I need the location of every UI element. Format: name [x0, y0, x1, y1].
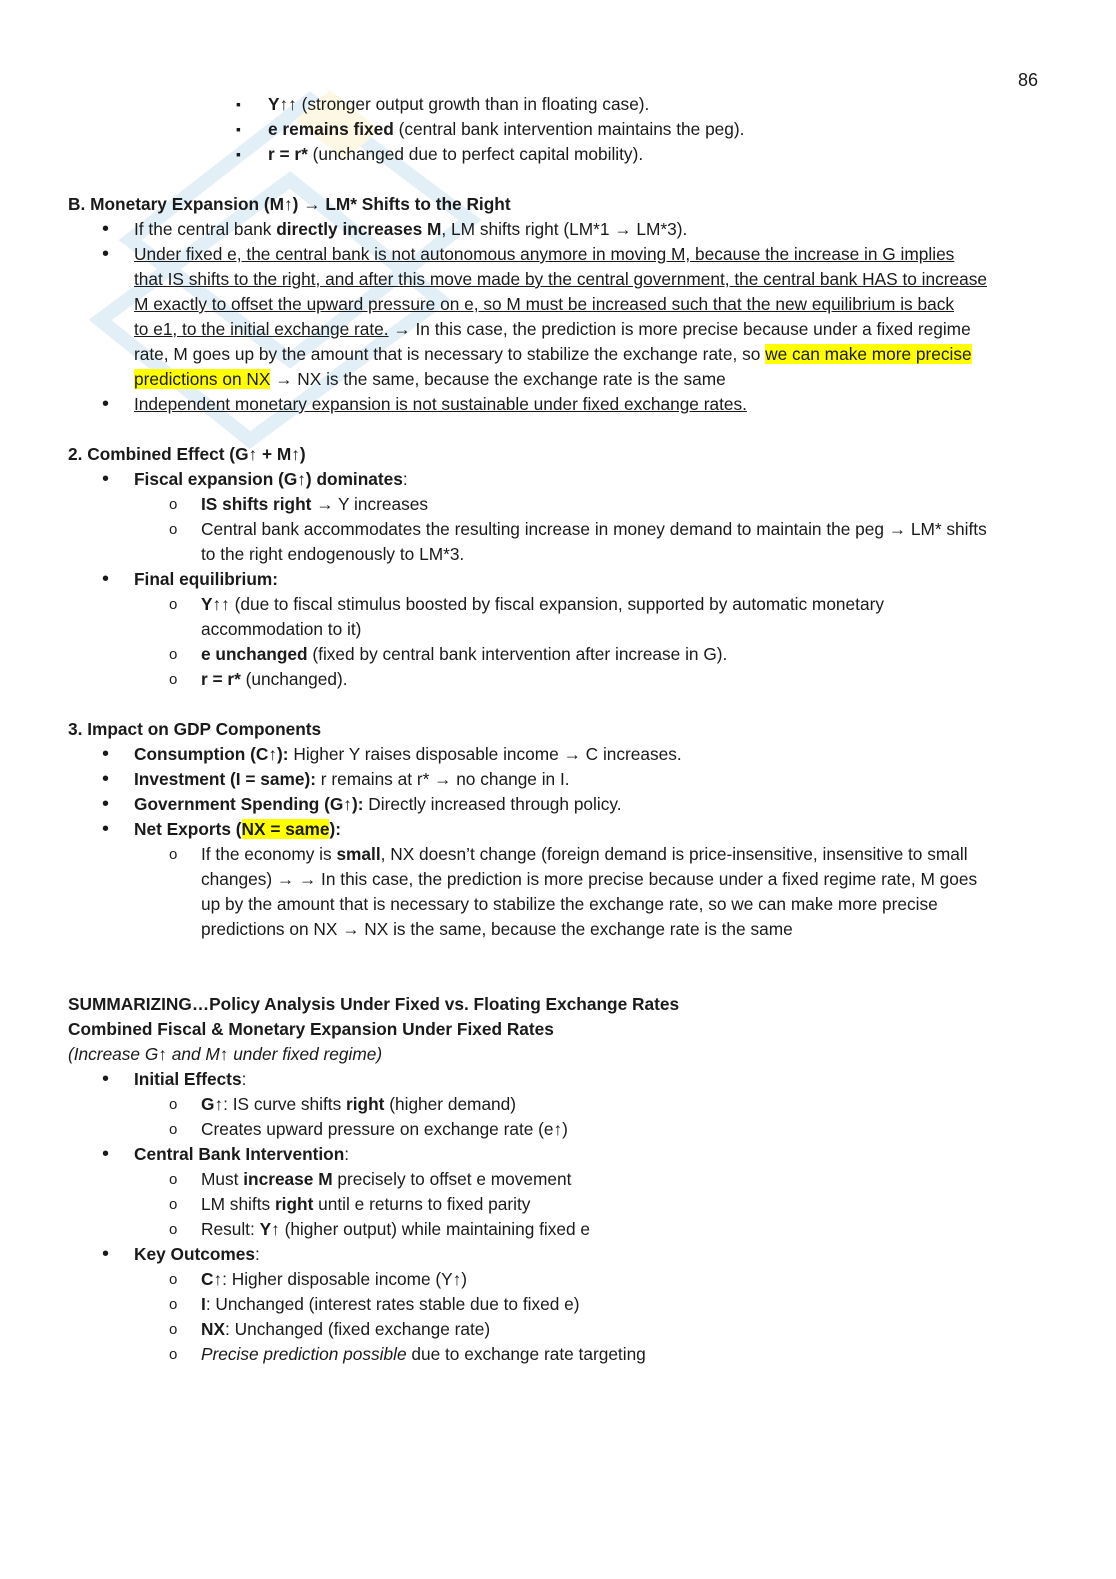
circle-bullet-icon: [169, 842, 177, 867]
paragraph-line: changes) → → In this case, the prediction is more precise because under a fixed regime rate, M goes: [201, 869, 978, 889]
list-item: C↑: Higher disposable income (Y↑): [201, 1269, 468, 1289]
circle-bullet-icon: [169, 667, 177, 692]
list-item: Y↑↑ (stronger output growth than in floating case).: [268, 94, 650, 114]
list-item: G↑: IS curve shifts right (higher demand): [201, 1094, 517, 1114]
summary-subheading: Combined Fiscal & Monetary Expansion Under Fixed Rates: [68, 1019, 554, 1039]
circle-bullet-icon: [169, 1092, 177, 1117]
list-item: Investment (I = same): r remains at r* → no change in I.: [134, 769, 570, 789]
section-heading: 3. Impact on GDP Components: [68, 719, 322, 739]
circle-bullet-icon: [169, 1117, 177, 1142]
list-item: Initial Effects:: [134, 1069, 247, 1089]
section-heading: 2. Combined Effect (G↑ + M↑): [68, 444, 306, 464]
circle-bullet-icon: [169, 1292, 177, 1317]
circle-bullet-icon: [169, 1342, 177, 1367]
paragraph-line: to the right endogenously to LM*3.: [201, 544, 465, 564]
bullet-icon: [102, 1142, 109, 1168]
bullet-icon: [102, 392, 109, 418]
list-item: Consumption (C↑): Higher Y raises disposable income → C increases.: [134, 744, 682, 764]
bullet-icon: [102, 817, 109, 843]
list-item: Final equilibrium:: [134, 569, 279, 589]
circle-bullet-icon: [169, 1217, 177, 1242]
paragraph-line: predictions on NX → NX is the same, because the exchange rate is the same: [201, 919, 793, 939]
list-item: IS shifts right → Y increases: [201, 494, 428, 514]
square-bullet-icon: [236, 117, 241, 142]
paragraph-line: M exactly to offset the upward pressure on e, so M must be increased such that the new equilibrium is back: [134, 294, 954, 314]
list-item: LM shifts right until e returns to fixed parity: [201, 1194, 531, 1214]
list-item: r = r* (unchanged).: [201, 669, 348, 689]
list-item: Result: Y↑ (higher output) while maintaining fixed e: [201, 1219, 591, 1239]
paragraph-line: Under fixed e, the central bank is not autonomous anymore in moving M, because the increase in G implies: [134, 244, 955, 264]
bullet-icon: [102, 742, 109, 768]
list-item: If the economy is small, NX doesn’t change (foreign demand is price-insensitive, insensitive to small: [201, 844, 968, 864]
list-item: I: Unchanged (interest rates stable due to fixed e): [201, 1294, 580, 1314]
circle-bullet-icon: [169, 517, 177, 542]
list-item: e unchanged (fixed by central bank intervention after increase in G).: [201, 644, 728, 664]
list-item: Key Outcomes:: [134, 1244, 260, 1264]
circle-bullet-icon: [169, 1167, 177, 1192]
paragraph-line: predictions on NX → NX is the same, because the exchange rate is the same: [134, 369, 726, 389]
list-item: e remains fixed (central bank intervention maintains the peg).: [268, 119, 745, 139]
bullet-icon: [102, 567, 109, 593]
bullet-icon: [102, 767, 109, 793]
paragraph-line: to e1, to the initial exchange rate. → In this case, the prediction is more precise because under a fixed regime: [134, 319, 971, 339]
paragraph-line: that IS shifts to the right, and after this move made by the central government, the central bank HAS to increase: [134, 269, 987, 289]
circle-bullet-icon: [169, 492, 177, 517]
list-item: Net Exports (NX = same):: [134, 819, 341, 839]
bullet-icon: [102, 467, 109, 493]
list-item: Independent monetary expansion is not sustainable under fixed exchange rates.: [134, 394, 747, 414]
list-item: Fiscal expansion (G↑) dominates:: [134, 469, 408, 489]
list-item: Y↑↑ (due to fiscal stimulus boosted by fiscal expansion, supported by automatic monetary: [201, 594, 884, 614]
summary-title: SUMMARIZING…Policy Analysis Under Fixed vs. Floating Exchange Rates: [68, 994, 680, 1014]
list-item: Central Bank Intervention:: [134, 1144, 350, 1164]
page-number: 86: [1018, 70, 1039, 90]
circle-bullet-icon: [169, 1192, 177, 1217]
square-bullet-icon: [236, 92, 241, 117]
circle-bullet-icon: [169, 1317, 177, 1342]
paragraph-line: up by the amount that is necessary to stabilize the exchange rate, so we can make more precise: [201, 894, 938, 914]
bullet-icon: [102, 1242, 109, 1268]
circle-bullet-icon: [169, 592, 177, 617]
circle-bullet-icon: [169, 1267, 177, 1292]
list-item: NX: Unchanged (fixed exchange rate): [201, 1319, 491, 1339]
square-bullet-icon: [236, 142, 241, 167]
bullet-icon: [102, 1067, 109, 1093]
bullet-icon: [102, 217, 109, 243]
list-item: Government Spending (G↑): Directly increased through policy.: [134, 794, 622, 814]
list-item: r = r* (unchanged due to perfect capital mobility).: [268, 144, 644, 164]
list-item: Creates upward pressure on exchange rate (e↑): [201, 1119, 568, 1139]
bullet-icon: [102, 792, 109, 818]
bullet-icon: [102, 242, 109, 268]
summary-note: (Increase G↑ and M↑ under fixed regime): [68, 1044, 383, 1064]
list-item: Must increase M precisely to offset e movement: [201, 1169, 572, 1189]
list-item: If the central bank directly increases M, LM shifts right (LM*1 → LM*3).: [134, 219, 688, 239]
paragraph-line: accommodation to it): [201, 619, 362, 639]
section-heading: B. Monetary Expansion (M↑) → LM* Shifts to the Right: [68, 194, 511, 214]
circle-bullet-icon: [169, 642, 177, 667]
list-item: Precise prediction possible due to exchange rate targeting: [201, 1344, 646, 1364]
list-item: Central bank accommodates the resulting increase in money demand to maintain the peg → LM* shifts: [201, 519, 987, 539]
paragraph-line: rate, M goes up by the amount that is necessary to stabilize the exchange rate, so we can make more precise: [134, 344, 972, 364]
